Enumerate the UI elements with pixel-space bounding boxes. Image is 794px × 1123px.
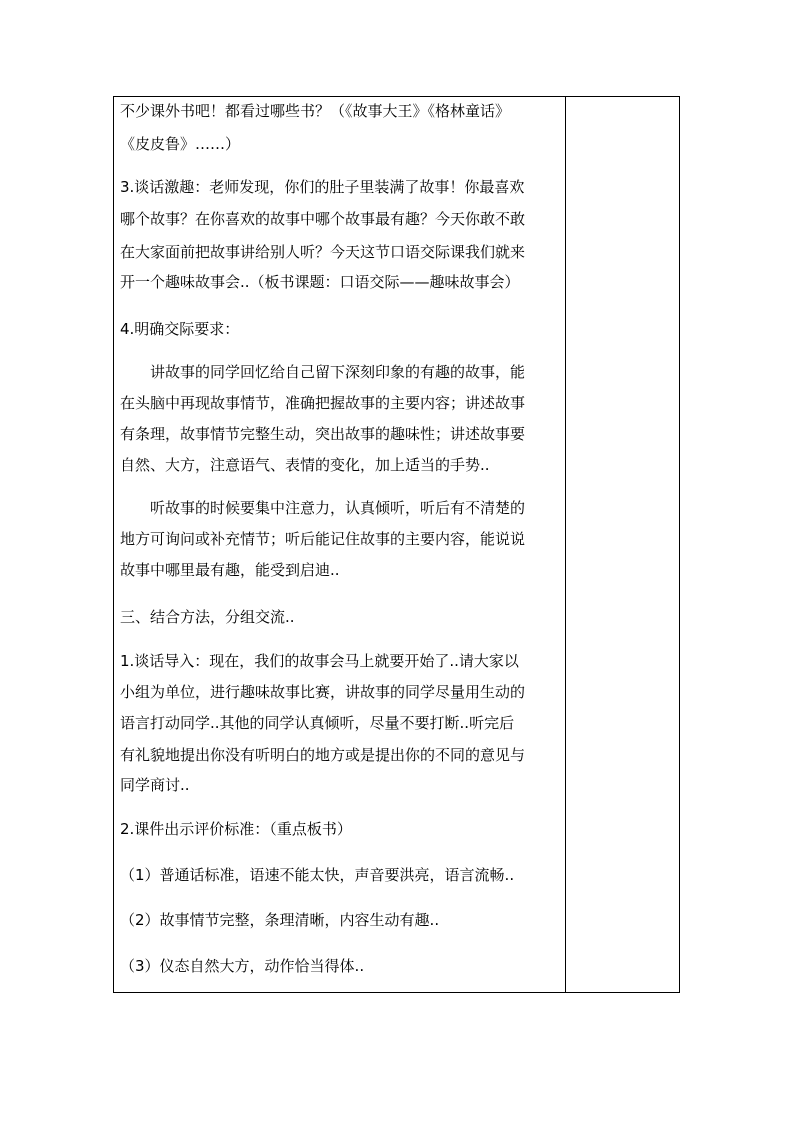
text-line: 同学商讨.. (120, 776, 190, 794)
text-line: 小组为单位，进行趣味故事比赛，讲故事的同学尽量用生动的 (120, 683, 526, 701)
column-divider (565, 97, 566, 992)
content-cell (114, 97, 565, 992)
text-line: 3.谈话激趣：老师发现，你们的肚子里装满了故事！你最喜欢 (120, 178, 525, 196)
text-line: 地方可询问或补充情节；听后能记住故事的主要内容，能说说 (120, 530, 526, 548)
criteria-item: （2）故事情节完整，条理清晰，内容生动有趣.. (120, 911, 440, 929)
criteria-item: （1）普通话标准，语速不能太快，声音要洪亮，语言流畅.. (120, 866, 515, 884)
text-line: 听故事的时候要集中注意力，认真倾听，听后有不清楚的 (150, 499, 526, 517)
text-line: 哪个故事？在你喜欢的故事中哪个故事最有趣？今天你敢不敢 (120, 210, 526, 228)
section-heading: 4.明确交际要求： (120, 320, 240, 338)
text-line: 讲故事的同学回忆给自己留下深刻印象的有趣的故事，能 (150, 363, 526, 381)
text-line: 开一个趣味故事会..（板书课题：口语交际——趣味故事会） (120, 273, 520, 291)
text-line: 自然、大方，注意语气、表情的变化，加上适当的手势.. (120, 456, 490, 474)
text-line: 有礼貌地提出你没有听明白的地方或是提出你的不同的意见与 (120, 746, 526, 764)
text-line: 《皮皮鲁》……） (120, 135, 241, 153)
text-line: 1.谈话导入：现在，我们的故事会马上就要开始了..请大家以 (120, 652, 519, 670)
section-heading: 2.课件出示评价标准：（重点板书） (120, 820, 352, 838)
text-line: 语言打动同学..其他的同学认真倾听，尽量不要打断..听完后 (120, 714, 515, 732)
section-heading: 三、结合方法，分组交流.. (120, 608, 295, 626)
lesson-plan-table (113, 96, 680, 993)
criteria-item: （3）仪态自然大方，动作恰当得体.. (120, 957, 365, 975)
text-line: 在头脑中再现故事情节，准确把握故事的主要内容；讲述故事 (120, 394, 526, 412)
text-line: 不少课外书吧！都看过哪些书？（《故事大王》《格林童话》 (120, 102, 511, 120)
text-line: 故事中哪里最有趣，能受到启迪.. (120, 561, 340, 579)
text-line: 有条理，故事情节完整生动，突出故事的趣味性；讲述故事要 (120, 425, 526, 443)
text-line: 在大家面前把故事讲给别人听？今天这节口语交际课我们就来 (120, 243, 526, 261)
